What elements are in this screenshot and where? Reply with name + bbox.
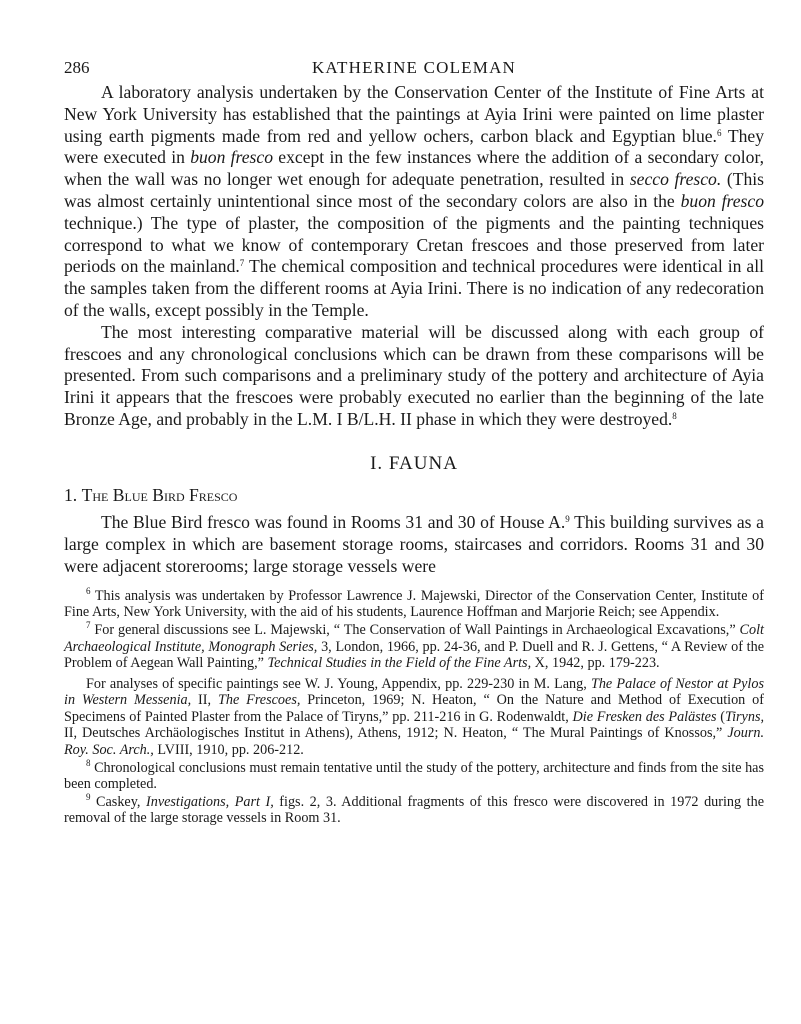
italic-text: Investigations, Part I, [146, 793, 274, 810]
page [64, 52, 764, 828]
paragraph-3 [64, 512, 764, 577]
footnote-8 [64, 757, 764, 793]
text-run: A laboratory analysis undertaken by the Conservation Center of the Institute of Fine Arts at New York University has established that the paintings at Ayia Irini were painted on lime plaster using earth pigments made from red and yellow ochers, carbon black and Egyptian blue. [64, 82, 764, 146]
footnote-ref: 7 [86, 619, 91, 630]
text-run: For general discussions see L. Majewski, “ The Conservation of Wall Paintings in Archaeological Excavations,” [90, 621, 740, 638]
text-run: II, Deutsches Archäologisches Institut in Athens), Athens, 1912; N. Heaton, “ The Mural Paintings of Knossos,” [64, 725, 728, 742]
text-run: technique.) The type of plaster, the composition of the pigments and the painting techniques correspond to what we know of contemporary Cretan frescoes and those preserved from later periods on the mainland. [64, 212, 764, 277]
paragraph-2 [64, 322, 764, 431]
text-run: II, [191, 692, 218, 709]
footnote-9 [64, 791, 764, 827]
footnote-ref: 7 [239, 258, 245, 269]
text-run: The Blue Bird fresco was found in Rooms 31 and 30 of House A. [101, 512, 566, 533]
page-header [64, 52, 764, 82]
italic-text: Die Fresken des Palästes [572, 708, 717, 725]
italic-text: The Palace of Nestor at Pylos in Western Messenia, [64, 675, 764, 709]
page-number: 286 [64, 58, 90, 77]
italic-text: Colt Archaeological Institute, Monograph Series, [64, 621, 764, 655]
subsection-number: 1. [64, 484, 78, 505]
text-run: They were executed in [64, 125, 765, 168]
body-text [64, 82, 764, 578]
subsection-title: The Blue Bird Fresco [81, 484, 238, 505]
footnote-7-continued [64, 676, 764, 759]
footnote-ref: 8 [672, 410, 677, 421]
footnote-ref: 6 [86, 585, 91, 596]
text-run: For analyses of specific paintings see W. J. Young, Appendix, pp. 229-230 in M. Lang, [86, 675, 591, 692]
footnote-6 [64, 585, 764, 621]
text-run: Caskey, [90, 793, 146, 810]
text-run: except in the few instances where the addition of a secondary color, when the wall was no longer wet enough for adequate penetration, resulted in [64, 147, 764, 190]
paragraph-1 [64, 82, 764, 322]
running-title: KATHERINE COLEMAN [311, 58, 517, 77]
italic-text: Journ. Roy. Soc. Arch., [64, 725, 764, 759]
text-run: Princeton, 1969; N. Heaton, “ On the Nature and Method of Execution of Specimens of Painted Plaster from the Palace of Tiryns,” pp. 211-216 in G. Rodenwaldt, [64, 692, 764, 725]
section-title: I. FAUNA [370, 452, 458, 474]
footnote-7 [64, 619, 764, 672]
text-run: X, 1942, pp. 179-223. [531, 655, 660, 672]
text-run: ( [716, 708, 725, 725]
footnote-ref: 9 [565, 514, 570, 525]
italic-text: Tiryns, [724, 708, 765, 725]
footnotes [64, 585, 765, 827]
text-run: Chronological conclusions must remain tentative until the study of the pottery, architecture and finds from the site has been completed. [64, 759, 764, 793]
text-run: The most interesting comparative material will be discussed along with each group of frescoes and any chronological conclusions which can be drawn from these comparisons will be presented. From such comparisons and a preliminary study of the pottery and architecture of Ayia Irini it appears that the frescoes were probably executed no earlier than the beginning of the late Bronze Age, and probably in the L.M. I B/L.H. II phase in which they were destroyed. [64, 321, 764, 429]
italic-text: buon fresco [680, 190, 764, 211]
footnote-ref: 8 [86, 757, 91, 768]
text-run: figs. 2, 3. Additional fragments of this fresco were discovered in 1972 during the removal of the large storage vessels in Room 31. [64, 793, 764, 827]
text-run: The chemical composition and technical procedures were identical in all the samples taken from the different rooms at Ayia Irini. There is no indication of any redecoration of the walls, except possibly in the Temple. [64, 256, 764, 320]
text-run: This analysis was undertaken by Professor Lawrence J. Majewski, Director of the Conservation Center, Institute of Fine Arts, New York University, with the aid of his students, Laurence Hoffman and Marjorie Reich; see Appendix. [64, 587, 764, 621]
italic-text: secco fresco. [629, 169, 722, 190]
italic-text: buon fresco [190, 147, 274, 168]
italic-text: Technical Studies in the Field of the Fine Arts, [267, 655, 532, 672]
text-run: LVIII, 1910, pp. 206-212. [153, 742, 304, 759]
italic-text: The Frescoes, [217, 692, 301, 709]
footnote-ref: 9 [86, 791, 91, 802]
text-run: 3, London, 1966, pp. 24-36, and P. Duell and R. J. Gettens, “ A Review of the Problem of Aegean Wall Painting,” [64, 638, 764, 672]
footnote-ref: 6 [716, 127, 722, 138]
subsection-heading [64, 485, 764, 507]
text-run: (This was almost certainly unintentional since most of the secondary colors are also in the [64, 169, 764, 211]
text-run: This building survives as a large complex in which are basement storage rooms, staircases and corridors. Rooms 31 and 30 were adjacent storerooms; large storage vessels were [64, 512, 764, 576]
